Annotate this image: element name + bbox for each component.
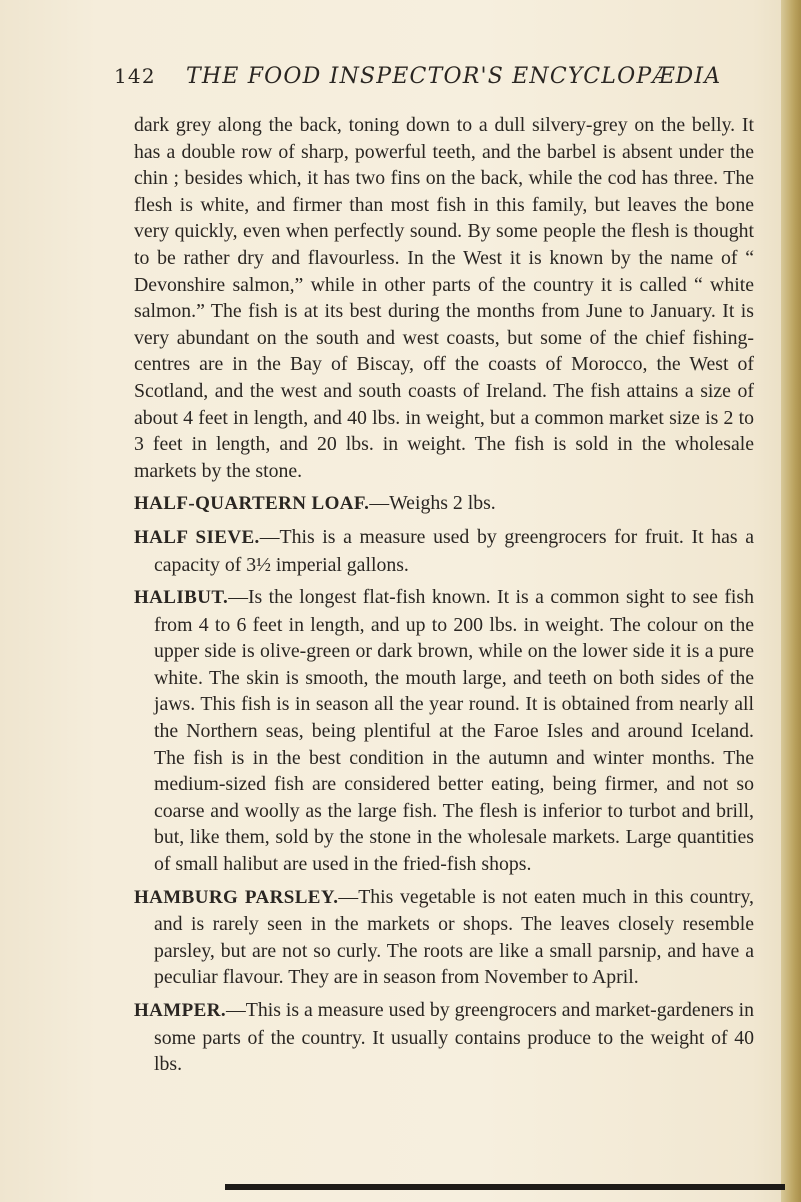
entry-headword: HALF SIEVE. — [134, 526, 260, 548]
bottom-rule — [225, 1184, 785, 1190]
continuation-paragraph: dark grey along the back, toning down to a dull silvery-grey on the belly. It has a double row of sharp, powerful teeth, and the barbel is absent under the chin ; besides which, it has two fins on the back, while the cod has three. The flesh is white, and firmer than most fish in this family, but leaves the bone very quickly, even when perfectly sound. By some people the flesh is thought to be rather dry and flavourless. In the West it is known by the name of “ Devonshire salmon,” while in other parts of the country it is called “ white salmon.” The fish is at its best during the months from June to January. It is very abundant on the south and west coasts, but some of the chief fishing-centres are in the Bay of Biscay, off the coasts of Morocco, the West of Scotland, and the west and south coasts of Ireland. The fish attains a size of about 4 feet in length, and 40 lbs. in weight, but a common market size is 2 to 3 feet in length, and 20 lbs. in weight. The fish is sold in the wholesale markets by the stone. — [134, 114, 754, 482]
entry-half-sieve — [134, 524, 754, 578]
body-text — [134, 112, 754, 1078]
entry-headword: HALF-QUARTERN LOAF. — [134, 493, 370, 515]
running-header — [114, 64, 754, 89]
entry-text: —Is the longest flat-fish known. It is a common sight to see fish from 4 to 6 feet in length, and up to 200 lbs. in weight. The colour on the upper side is olive-green or dark brown, while on the lower side it is a pure white. The skin is smooth, the mouth large, and teeth on both sides of the jaws. This fish is in season all the year round. It is obtained from nearly all the Northern seas, being plentiful at the Faroe Isles and around Iceland. The fish is in the best condition in the autumn and winter months. The medium-sized fish are considered better eating, being firmer, and not so coarse and woolly as the large fish. The flesh is inferior to turbot and brill, but, like them, sold by the stone in the wholesale markets. Large quantities of small halibut are used in the fried-fish shops. — [154, 586, 754, 876]
entry-headword: HAMPER. — [134, 1000, 226, 1021]
entry-hamburg-parsley — [134, 884, 754, 991]
entry-half-quartern-loaf — [134, 490, 754, 518]
entry-hamper — [134, 997, 754, 1078]
page-edge-shadow — [781, 0, 801, 1202]
entry-headword: HALIBUT. — [134, 587, 229, 609]
entry-text: —This is a measure used by greengrocers for fruit. It has a capacity of 3½ imperial gallons. — [154, 525, 754, 576]
entry-text: —This vegetable is not eaten much in this country, and is rarely seen in the markets or shops. The leaves closely resemble parsley, but are not so curly. The roots are like a small parsnip, and have a peculiar flavour. They are in season from November to April. — [154, 885, 754, 989]
page-number: 142 — [114, 64, 156, 88]
running-title: THE FOOD INSPECTOR'S ENCYCLOPÆDIA — [186, 64, 722, 89]
entry-text: —This is a measure used by greengrocers and market-gardeners in some parts of the country. It usually contains produce to the weight of 40 lbs. — [154, 999, 754, 1076]
entry-headword: HAMBURG PARSLEY. — [134, 886, 339, 908]
entry-text: —Weighs 2 lbs. — [369, 492, 496, 515]
entry-halibut — [134, 584, 754, 878]
